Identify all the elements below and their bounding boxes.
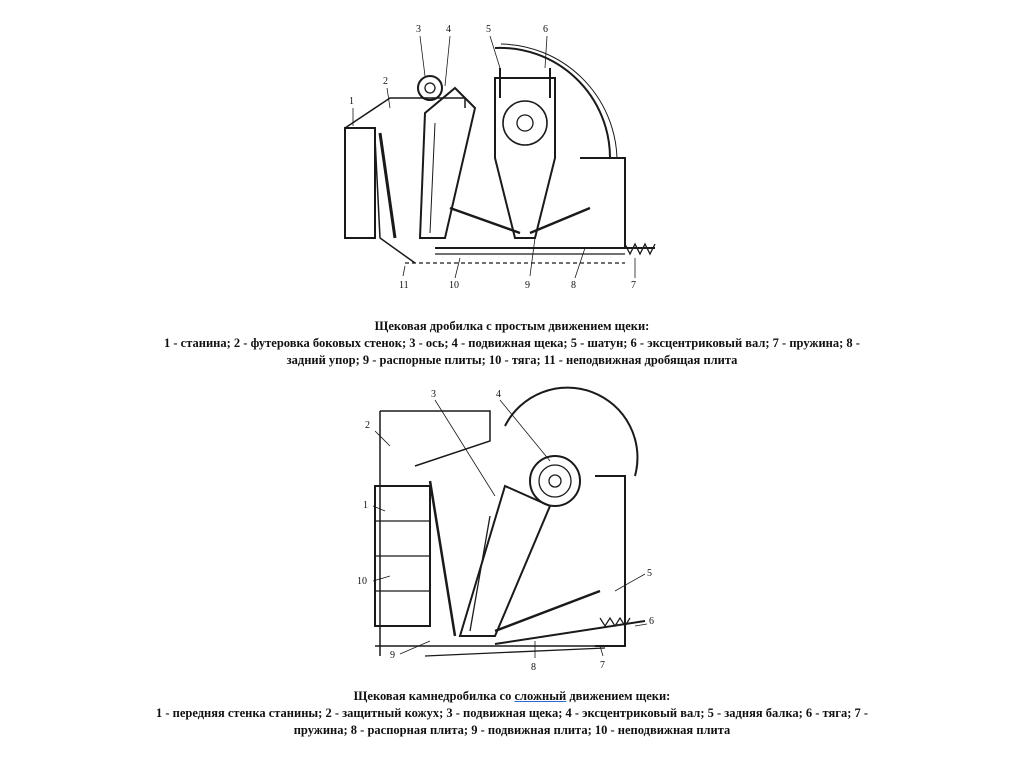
fig2-label-7: 7 [600,660,605,671]
fig1-label-3: 3 [416,24,421,35]
figure2-caption-title-part2: движением щеки: [566,689,671,703]
fig1-label-10: 10 [449,280,459,291]
fig2-label-3: 3 [431,389,436,400]
fig2-label-8: 8 [531,662,536,673]
fig1-label-9: 9 [525,280,530,291]
figure1-caption-title: Щековая дробилка с простым движением щеки: [374,319,650,333]
fig1-label-4: 4 [446,24,451,35]
fig2-label-5: 5 [647,568,652,579]
figure1-caption-body: 1 - станина; 2 - футеровка боковых стенок; 3 - ось; 4 - подвижная щека; 5 - шатун; 6 - эксцентриковый вал; 7 - пружина; 8 - задний упор; 9 - распорные плиты; 10 - тяга; 11 - неподвижная дробящая плита [164,336,860,367]
fig2-label-1: 1 [363,500,368,511]
fig1-label-1: 1 [349,96,354,107]
jaw-crusher-simple-motion-diagram [325,8,685,300]
fig1-label-5: 5 [486,24,491,35]
fig2-label-9: 9 [390,650,395,661]
jaw-crusher-complex-motion-diagram [345,386,670,678]
fig2-label-10: 10 [357,576,367,587]
fig1-label-8: 8 [571,280,576,291]
figure2-caption [150,688,874,739]
figure1-caption [150,318,874,369]
fig2-label-2: 2 [365,420,370,431]
fig1-label-11: 11 [399,280,409,291]
fig2-label-4: 4 [496,389,501,400]
fig2-label-6: 6 [649,616,654,627]
figure2-caption-body: 1 - передняя стенка станины; 2 - защитный кожух; 3 - подвижная щека; 4 - эксцентриковый вал; 5 - задняя балка; 6 - тяга; 7 - пружина; 8 - распорная плита; 9 - подвижная плита; 10 - неподвижная плита [155,706,869,737]
figure2-caption-title [150,688,874,705]
figure2-caption-underlined-word: сложный [514,689,567,703]
fig1-label-2: 2 [383,76,388,87]
fig1-label-7: 7 [631,280,636,291]
figure2-caption-title-part1: Щековая камнедробилка со [353,689,515,703]
fig1-label-6: 6 [543,24,548,35]
